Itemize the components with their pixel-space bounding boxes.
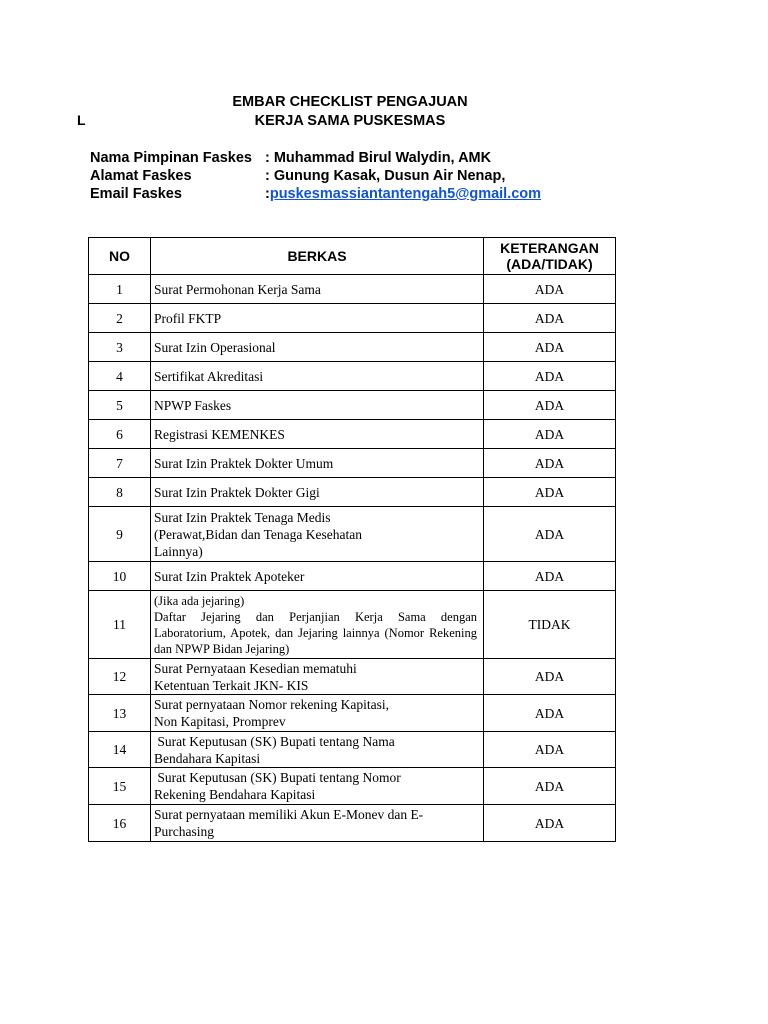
document-line: Lainnya) — [154, 543, 203, 559]
header-keterangan — [484, 238, 616, 275]
document-line: Purchasing — [154, 824, 214, 839]
table-row — [89, 275, 616, 304]
status-cell: ADA — [484, 449, 616, 478]
header-keterangan-line2: (ADA/TIDAK) — [506, 256, 593, 272]
document-line: Surat pernyataan memiliki Akun E-Monev dan E- — [154, 807, 424, 822]
row-number: 16 — [89, 805, 151, 842]
document-line: Surat pernyataan Nomor rekening Kapitasi, — [154, 697, 390, 712]
table-body — [89, 275, 616, 842]
document-text: Daftar Jejaring dan Perjanjian Kerja Sama dengan Laboratorium, Apotek, dan Jejaring lainnya (Nomor Rekening dan NPWP Bidan Jejaring) — [154, 609, 477, 656]
leader-value: : Muhammad Birul Walydin, AMK — [265, 150, 492, 166]
document-name — [151, 304, 484, 333]
row-number: 1 — [89, 275, 151, 304]
table-row — [89, 695, 616, 732]
status-cell: ADA — [484, 768, 616, 805]
document-name — [151, 659, 484, 695]
document-line: Surat Keputusan (SK) Bupati tentang Nama — [154, 733, 395, 749]
table-row — [89, 304, 616, 333]
status-cell: ADA — [484, 562, 616, 591]
document-title-line1: EMBAR CHECKLIST PENGAJUAN — [232, 94, 468, 110]
leader-label: Nama Pimpinan Faskes — [90, 150, 252, 166]
document-line: Surat Izin Praktek Dokter Gigi — [154, 484, 320, 500]
status-cell: ADA — [484, 391, 616, 420]
row-number: 3 — [89, 333, 151, 362]
document-line: Surat Izin Praktek Dokter Umum — [154, 455, 334, 471]
header-keterangan-line1: KETERANGAN — [500, 240, 599, 256]
table-row — [89, 768, 616, 805]
status-cell: ADA — [484, 805, 616, 842]
document-line: Ketentuan Terkait JKN- KIS — [154, 677, 309, 693]
status-cell: ADA — [484, 333, 616, 362]
address-value: : Gunung Kasak, Dusun Air Nenap, — [265, 168, 506, 184]
document-line: Profil FKTP — [154, 310, 222, 326]
row-number: 9 — [89, 507, 151, 562]
table-row — [89, 420, 616, 449]
table-row — [89, 362, 616, 391]
row-number: 14 — [89, 732, 151, 768]
address-row — [90, 167, 505, 185]
email-colon: : — [265, 186, 270, 202]
status-cell: ADA — [484, 275, 616, 304]
document-name — [151, 591, 484, 659]
document-line: Surat Pernyataan Kesedian mematuhi — [154, 660, 357, 676]
status-cell: ADA — [484, 478, 616, 507]
status-cell: ADA — [484, 732, 616, 768]
document-line: Surat Izin Praktek Apoteker — [154, 568, 305, 584]
checklist-table — [88, 237, 616, 842]
status-cell: ADA — [484, 304, 616, 333]
row-number: 8 — [89, 478, 151, 507]
row-number: 10 — [89, 562, 151, 591]
row-number: 4 — [89, 362, 151, 391]
table-row — [89, 732, 616, 768]
document-line: Surat Izin Praktek Tenaga Medis — [154, 509, 331, 525]
leader-row — [90, 149, 491, 167]
document-line: Registrasi KEMENKES — [154, 426, 285, 442]
table-row — [89, 449, 616, 478]
document-line: Rekening Bendahara Kapitasi — [154, 787, 316, 802]
document-note: (Jika ada jejaring) — [154, 593, 245, 608]
table-row — [89, 591, 616, 659]
header-berkas: BERKAS — [151, 238, 484, 275]
row-number: 2 — [89, 304, 151, 333]
document-name — [151, 768, 484, 805]
document-line: Non Kapitasi, Promprev — [154, 714, 286, 729]
document-name — [151, 562, 484, 591]
table-row — [89, 333, 616, 362]
document-name — [151, 805, 484, 842]
status-cell: TIDAK — [484, 591, 616, 659]
table-row — [89, 391, 616, 420]
header-no: NO — [89, 238, 151, 275]
status-cell: ADA — [484, 695, 616, 732]
table-row — [89, 478, 616, 507]
document-name — [151, 695, 484, 732]
document-name — [151, 420, 484, 449]
email-label: Email Faskes — [90, 186, 182, 202]
document-name — [151, 391, 484, 420]
document-name — [151, 478, 484, 507]
status-cell: ADA — [484, 420, 616, 449]
row-number: 13 — [89, 695, 151, 732]
stray-letter: L — [77, 112, 86, 128]
email-row — [90, 185, 541, 203]
table-header-row — [89, 238, 616, 275]
status-cell: ADA — [484, 659, 616, 695]
row-number: 15 — [89, 768, 151, 805]
table-row — [89, 562, 616, 591]
document-line: Surat Keputusan (SK) Bupati tentang Nomor — [154, 770, 401, 785]
row-number: 7 — [89, 449, 151, 478]
email-link[interactable]: puskesmassiantantengah5@gmail.com — [269, 186, 542, 202]
document-line: (Perawat,Bidan dan Tenaga Kesehatan — [154, 526, 362, 542]
document-name — [151, 449, 484, 478]
document-line: Surat Permohonan Kerja Sama — [154, 281, 321, 297]
document-line: Surat Izin Operasional — [154, 339, 276, 355]
document-name — [151, 333, 484, 362]
table-row — [89, 659, 616, 695]
table-row — [89, 507, 616, 562]
status-cell: ADA — [484, 362, 616, 391]
row-number: 6 — [89, 420, 151, 449]
document-line: Bendahara Kapitasi — [154, 750, 261, 766]
document-title-line2: KERJA SAMA PUSKESMAS — [254, 113, 446, 129]
document-name — [151, 732, 484, 768]
row-number: 11 — [89, 591, 151, 659]
row-number: 12 — [89, 659, 151, 695]
address-label: Alamat Faskes — [90, 168, 192, 184]
document-line: NPWP Faskes — [154, 397, 232, 413]
status-cell: ADA — [484, 507, 616, 562]
document-name — [151, 362, 484, 391]
document-name — [151, 507, 484, 562]
document-line: Sertifikat Akreditasi — [154, 368, 264, 384]
row-number: 5 — [89, 391, 151, 420]
document-name — [151, 275, 484, 304]
table-row — [89, 805, 616, 842]
